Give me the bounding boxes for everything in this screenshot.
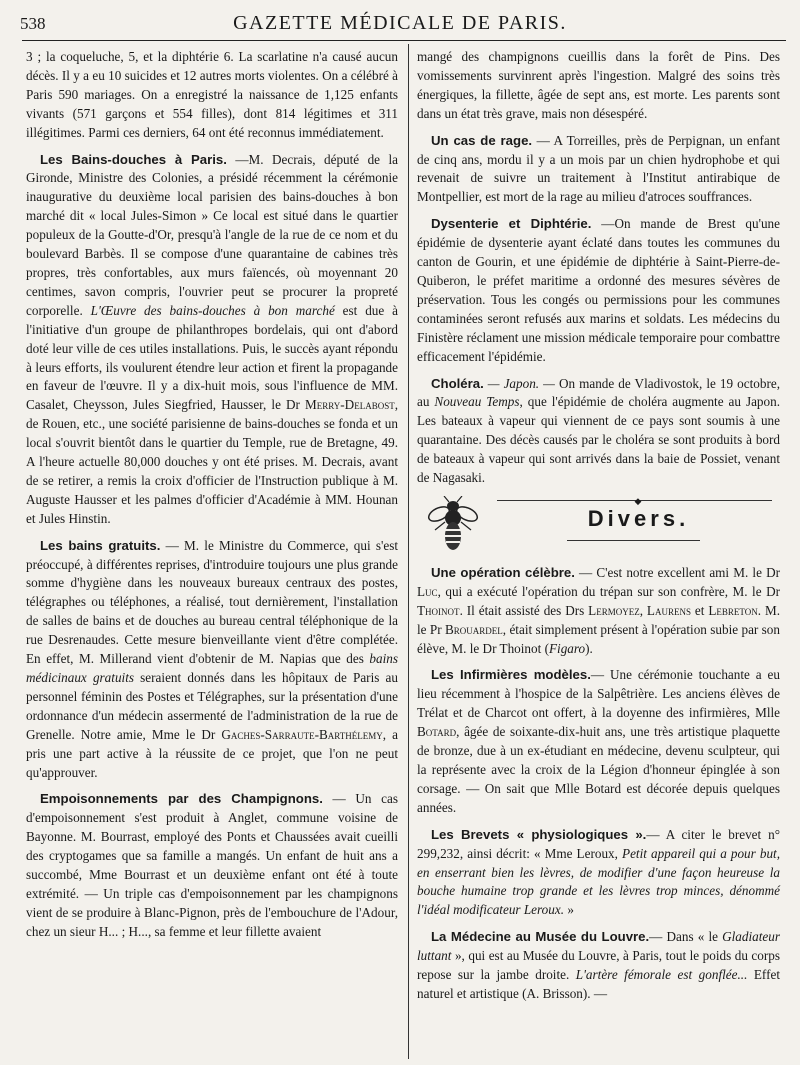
article-text: —M. Decrais, député de la Gironde, Ministre des Colonies, a présidé récemment la cérémonie inaugurative du deuxième local parisien des bains-douches à bon marché dit « local Jules-Simon » Ce local est situé dans le quartier populeux de la Goutte-d'Or, presqu'à l'angle de la rue de ce nom et du boulevard Barbès. Il se compose d'une quarantaine de cabines très propres, très confortables, aux murs faïencés, où moyennant 20 centimes, savon compris, l'ouvrier peut se procurer la propreté corporelle. [26, 151, 398, 318]
column-divider [408, 44, 409, 1059]
article-heading: Les bains gratuits. [40, 537, 161, 553]
article-text: , était simplement présent à l'opération subie par son élève, M. le Dr Thoinot ( [417, 621, 780, 656]
person-name: Brouardel [444, 621, 503, 637]
article-text: — A citer le brevet n° 299,232, ainsi décrit: « Mme Leroux, [417, 826, 780, 861]
section-title: Divers. [587, 505, 690, 531]
article-dysenterie [417, 215, 780, 366]
person-name: Lebreton [708, 602, 758, 618]
article-text: et [691, 602, 709, 618]
page-header [20, 10, 780, 40]
article-subheading: — Japon. — [483, 375, 559, 391]
article-text: On mande de Vladivostok, le 19 octobre, au [417, 375, 780, 410]
running-title: GAZETTE MÉDICALE DE PARIS. [233, 12, 567, 34]
article-operation [417, 564, 780, 659]
title-underline [567, 540, 700, 541]
article-rage [417, 132, 780, 208]
article-text: », qui est au Musée du Louvre, à Paris, tout le poids du corps repose sur la jambe droite. [417, 948, 780, 983]
person-name: Gaches-Sarraute-Barthélemy [221, 726, 383, 742]
article-italic: L'artère fémorale est gonflée... [575, 967, 748, 983]
article-text: , que l'épidémie de choléra augmente au Japon. Les bateaux à vapeur qui viennent de ce pays sont soumis à une quarantaine. Des décès causés par le choléra se sont produits à bord de bateaux à vapeur qui sont arrivés dans la baie de Possiet, venant de Nagasaki. [417, 394, 781, 486]
article-text: , a pris une part active à la réussite de ce projet, que l'on ne peut qu'approuver. [26, 726, 398, 780]
article-text: Effet naturel et artistique (A. Brisson). — [417, 967, 780, 1001]
person-name: Luc [417, 583, 438, 599]
article-heading: Les Infirmières modèles. [431, 667, 591, 683]
article-text: , de Rouen, etc., une société parisienne de bains-douches se fonda et un local s'ouvrit bientôt dans le quartier du Temple, rue de Bretagne, 49. A l'heure actuelle 80,000 douches y ont été prises. M. Decrais, avant de se retirer, a remis la croix d'officier de l'Instruction publique à M. Auguste Hausser et les palmes d'officier d'Académie à MM. Hounan et Jules Hinstin. [26, 397, 398, 526]
article-heading: Dysenterie et Diphtérie. [431, 216, 592, 232]
article-infirmieres [417, 666, 780, 817]
article-heading: La Médecine au Musée du Louvre. [431, 929, 650, 945]
article-heading: Une opération célèbre. [431, 564, 575, 580]
person-name: Lermoyez, Laurens [588, 602, 691, 618]
article-text: — Dans « le [649, 929, 723, 945]
article-heading: Empoisonnements par des Champignons. [40, 791, 323, 807]
article-bains-douches [26, 151, 398, 529]
article-italic: L'Œuvre des bains-douches à bon marché [82, 302, 335, 318]
article-italic: Nouveau Temps [434, 394, 520, 410]
article-text: , âgée de soixante-dix-huit ans, une très artistique plaquette de bronze, due à un ex-étudiant en médecine, devenu sculpteur, qui la représente avec la croix de la Légion d'honneur épinglée à son corsage. — On sait que Mlle Botard est décorée depuis quelques années. [417, 724, 780, 815]
article-brevets [417, 826, 780, 921]
article-text: —On mande de Brest qu'une épidémie de dysenterie ayant éclaté dans toutes les communes du canton de Gourin, et une épidémie de diphtérie à Saint-Pierre-de-Quiberon, le préfet maritime a ordonné des mesures sévères de préservation. Tous les congés ou permissions pour les communes contaminées seront refusés aux marins et soldats. Les médecins du Finistère réclament une mission médicale temporaire pour combattre efficacement l'épidémie. [417, 216, 780, 364]
article-text: . M. le Pr [417, 602, 780, 637]
person-name: Merry-Delabost [305, 397, 395, 413]
article-text: est due à l'initiative d'un groupe de philanthropes bordelais, qui ont d'abord doté leur ville de ces utiles installations. Puis, le succès ayant répondu à leurs efforts, ils voulurent étendre leur action et firent la propagande en faveur de l'œuvre. Il y a dix-huit mois, sous l'influence de MM. Casalet, Cheysson, Jules Siegfried, Hausser, le Dr [26, 302, 398, 413]
article-italic: Petit appareil qui a pour but, en enserrant bien les lèvres, de modifier d'une façon heureuse la bouche humaine trop grande et les lèvres trop minces, dénommé l'idéal modificateur Leroux. [417, 845, 780, 918]
person-name: Botard [417, 724, 457, 740]
article-italic: bains médicinaux gratuits [26, 651, 398, 685]
article-text: ). [585, 640, 593, 656]
article-text: — C'est notre excellent ami M. le Dr [574, 564, 780, 580]
header-rule [22, 40, 786, 41]
article-text: , qui a exécuté l'opération du trépan sur son confrère, M. le Dr [437, 583, 780, 599]
article-continuation: mangé des champignons cueillis dans la forêt de Pins. Des vomissements survinrent après l'ingestion. Malgré des soins très énergiques, la fillette, âgée de sept ans, est morte. Les parents sont dans un état très grave, mais non désespéré. [417, 49, 780, 121]
article-text: — Une cérémonie touchante a eu lieu récemment à l'hospice de la Salpêtrière. Les anciens élèves de Trélat et de Charcot ont offert, à la doyenne des infirmières, Mlle [417, 667, 780, 721]
article-continuation: 3 ; la coqueluche, 5, et la diphtérie 6. La scarlatine n'a causé aucun décès. Il y a eu 10 suicides et 12 autres morts violentes. On a célébré à Paris 590 mariages. On a enregistré la naissance de 1,125 enfants vivants (571 garçons et 554 filles), dont 814 légitimes et 311 illégitimes. Parmi ces derniers, 64 ont été reconnus immédiatement. [26, 49, 398, 140]
article-heading: Les Brevets « physiologiques ». [431, 826, 647, 842]
article-italic: Figaro [548, 640, 586, 656]
article-text: — Un cas d'empoisonnement s'est produit à Anglet, commune voisine de Bayonne. M. Bourrast, employé des Ponts et Chaussées avait cueilli des cryptogames que sa famille a mangés. Un enfant de huit ans a succombé, Mme Bourrast et un deuxième enfant ont été à toute extrémité. — Un triple cas d'empoisonnement par les champignons vient de se produire à Blanc-Pignon, près de l'embouchure de l'Adour, chez un sieur H... ; H..., sa femme et leur fillette avaient [26, 791, 398, 939]
article-cholera [417, 375, 780, 488]
bee-icon [427, 496, 479, 556]
article-text: seraient donnés dans les hôpitaux de Paris au personnel féminin des Postes et Télégraphes, sur la présentation d'une ordonnance d'un médecin assermenté de l'administration de la rue de Grenelle. Notre amie, Mme le Dr [26, 670, 398, 742]
article-champignons [26, 790, 398, 941]
article-heading: Choléra. [431, 375, 484, 391]
page-number: 538 [20, 14, 46, 33]
article-text: — M. le Ministre du Commerce, qui s'est préoccupé, à différentes reprises, d'introduire toujours une plus grande somme d'hygiène dans les nouveaux bureaux centraux des postes, télégraphes ou téléphones, a réalisé, tout dernièrement, l'installation de salles de bains et de douches au bureau central téléphonique de la rue Desrenaudes. Cette mesure bienveillante vient d'être complétée. En effet, M. Millerand vient d'obtenir de M. Napias que des [26, 537, 398, 667]
article-heading: Un cas de rage. [431, 132, 533, 148]
article-heading: Les Bains-douches à Paris. [40, 151, 227, 167]
left-column [26, 48, 398, 950]
right-column [417, 48, 780, 1012]
article-text: . Il était assisté des Drs [459, 602, 589, 618]
person-name: Thoinot [417, 602, 460, 618]
article-louvre [417, 928, 780, 1004]
article-text: — A Torreilles, près de Perpignan, un enfant de cinq ans, mordu il y a un mois par un chien hydrophobe et qui revenait de suivre un traitement à l'Institut antirabique de Montpellier, est mort de la rage au milieu d'atroces souffrances. [417, 132, 780, 205]
article-bains-gratuits [26, 537, 398, 783]
article-text: » [564, 902, 574, 918]
article-italic: Gladiateur luttant [417, 929, 780, 964]
divers-section-header [417, 496, 780, 558]
